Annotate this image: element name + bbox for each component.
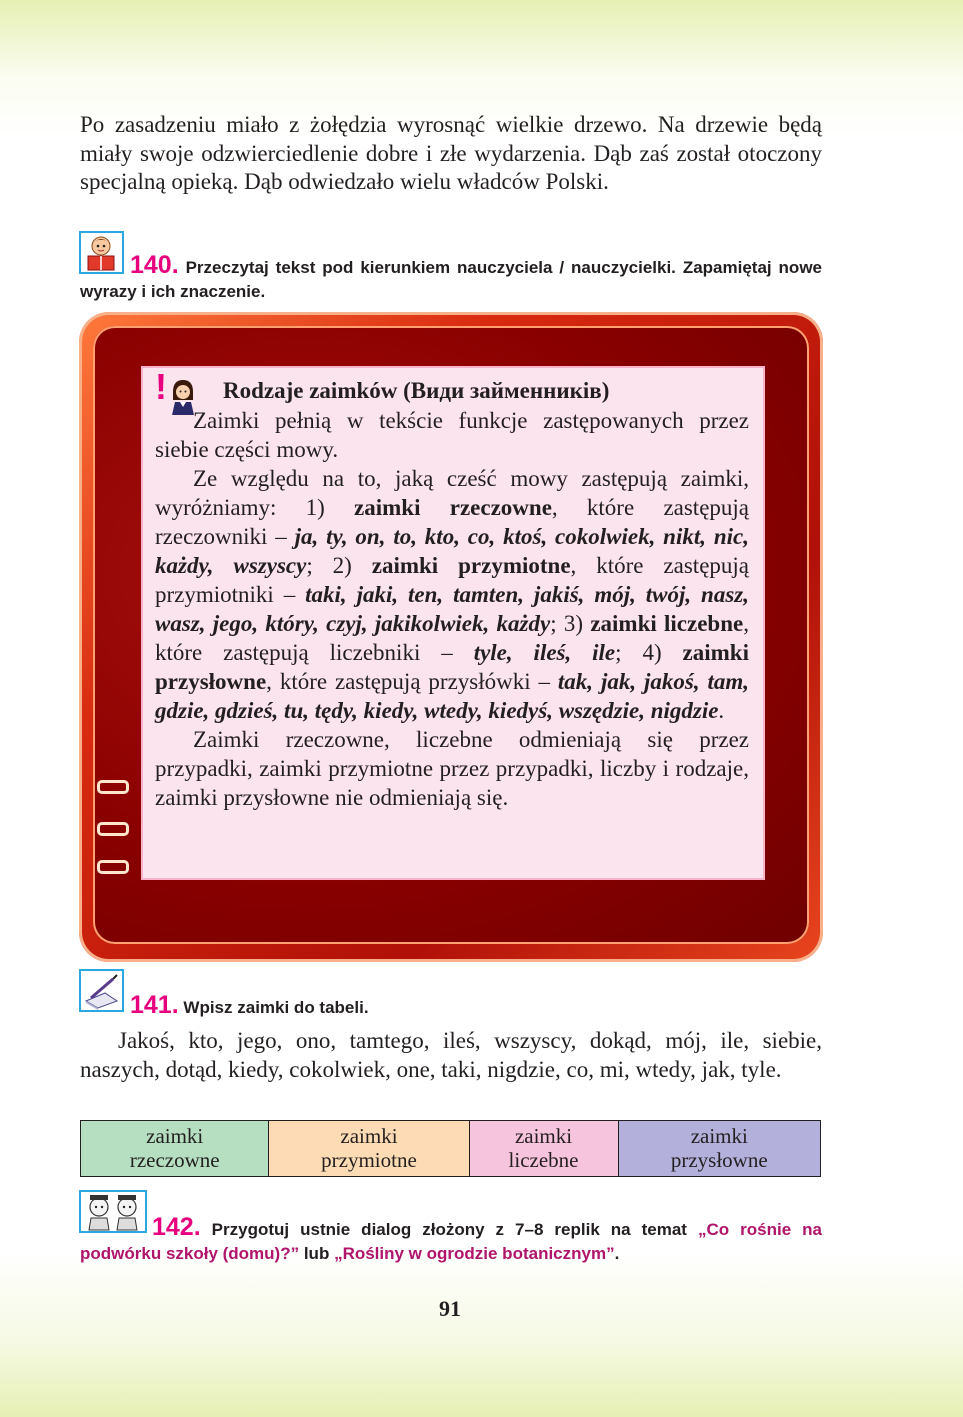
table-cell-przyslowne: zaimki przysłowne — [618, 1121, 820, 1177]
frame-button-icon — [97, 822, 129, 836]
task-140-text: Przeczytaj tekst pod kierunkiem nauczyciela / nauczycielki. Zapamiętaj nowe wyrazy i ich znaczenie. — [80, 258, 822, 301]
task-142: 142. Przygotuj ustnie dialog złożony z 7–8 replik na temat „Co rośnie na podwórku szkoły (domu)?” lub „Rośliny w ogrodzie botanicznym”. — [80, 1213, 822, 1263]
task-140 — [80, 253, 822, 304]
rule-paragraph-3: Zaimki rzeczowne, liczebne odmieniają się przez przypadki, zaimki przymiotne przez przypadki, liczby i rodzaje, zaimki przysłowne nie odmieniają się. — [155, 727, 749, 810]
task-141 — [80, 993, 822, 1020]
task-141-number: 141. — [130, 991, 179, 1019]
task-141-text: Wpisz zaimki do tabeli. — [183, 998, 369, 1017]
exclamation-girl-icon: ! — [155, 376, 199, 416]
task-142-number: 142. — [152, 1213, 201, 1241]
rule-paragraph-1: Zaimki pełnią w tekście funkcje zastępowanych przez siebie części mowy. — [155, 408, 749, 462]
task-142-topic-1: „Co rośnie na podwórku szkoły (domu)?” — [80, 1220, 822, 1263]
frame-button-icon — [97, 780, 129, 794]
task-141-words: Jakoś, kto, jego, ono, tamtego, ileś, wszyscy, dokąd, mój, ile, siebie, naszych, dotąd, kiedy, cokolwiek, one, taki, nigdzie, co, mi, wtedy, jak, tyle. — [80, 1028, 822, 1082]
task-142-topic-2: „Rośliny w ogrodzie botanicznym” — [334, 1244, 615, 1263]
rule-box — [141, 366, 765, 880]
page-number: 91 — [439, 1296, 461, 1321]
table-cell-liczebne: zaimki liczebne — [469, 1121, 618, 1177]
table-row — [81, 1121, 821, 1177]
frame-button-icon — [97, 860, 129, 874]
rule-paragraph-2: Ze względu na to, jaką cześć mowy zastępują zaimki, wyróżniamy: 1) zaimki rzeczowne, które zastępują rzeczowniki – ja, ty, on, to, kto, co, ktoś, cokolwiek, nikt, nic, każdy, wszyscy; 2) zaimki przymiotne, które zastępują przymiotniki – taki, jaki, ten, tamten, jakiś, mój, twój, nasz, wasz, jego, który, czyj, jakikolwiek, każdy; 3) zaimki liczebne, które zastępują liczebniki – tyle, ileś, ile; 4) zaimki przysłowne, które zastępują przysłówki – tak, jak, jakoś, tam, gdzie, gdzieś, tu, tędy, kiedy, wtedy, kiedyś, wszędzie, nigdzie. — [155, 466, 750, 723]
intro-paragraph: Po zasadzeniu miało z żołędzia wyrosnąć wielkie drzewo. Na drzewie będą miały swoje odzwierciedlenie dobre i złe wydarzenia. Dąb zaś został otoczony specjalną opieką. Dąb odwiedzało wielu władców Polski. — [80, 112, 822, 194]
task-140-number: 140. — [130, 251, 179, 279]
rule-title: Rodzaje zaimków (Види займенників) — [223, 378, 610, 403]
pronoun-table — [80, 1120, 821, 1177]
table-cell-przymiotne: zaimki przymiotne — [269, 1121, 469, 1177]
table-cell-rzeczowne: zaimki rzeczowne — [81, 1121, 269, 1177]
